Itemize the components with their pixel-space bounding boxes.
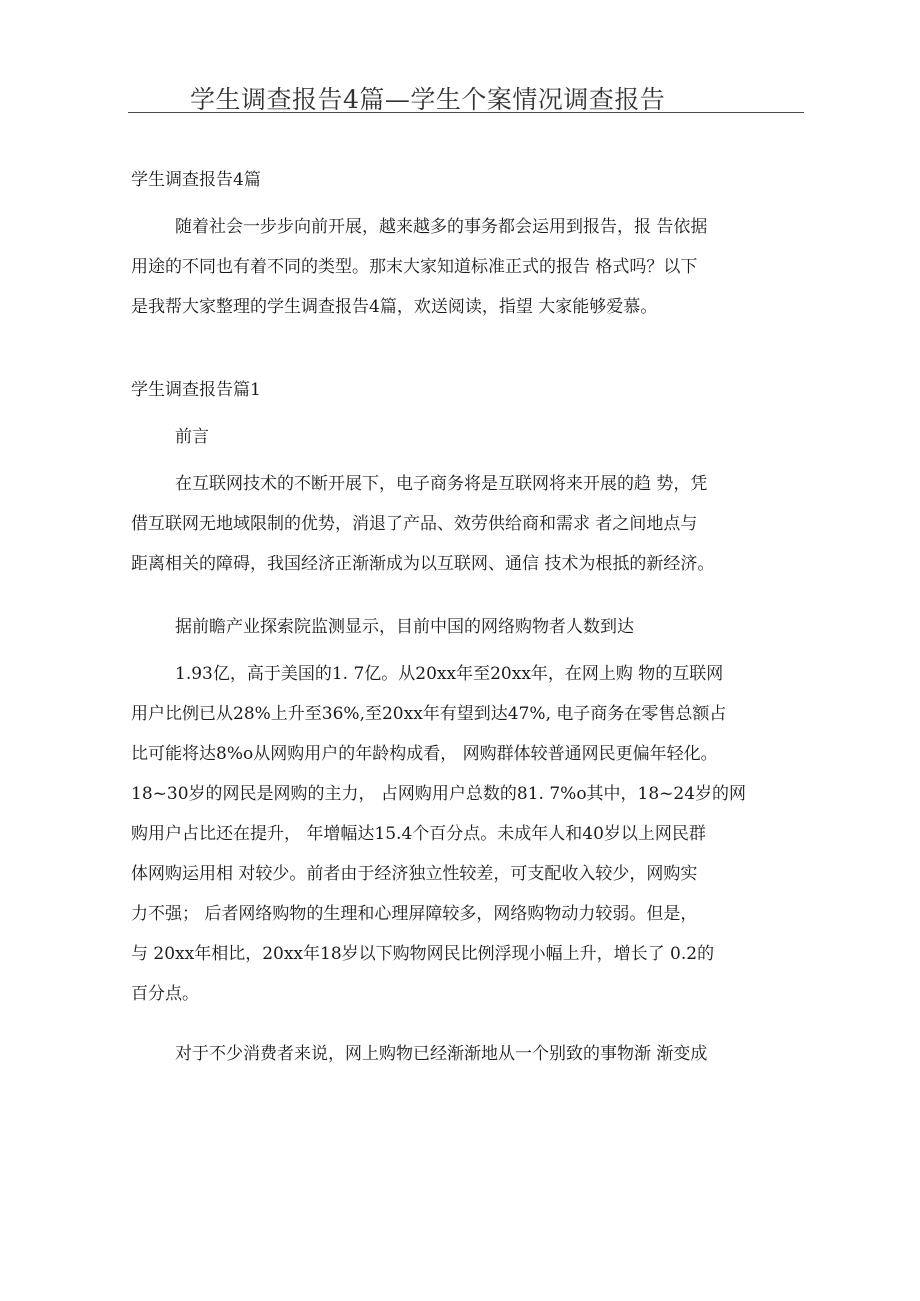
paragraph-line: 18~30岁的网民是网购的主力， 占网购用户总数的81. 7%o其中，18~24岁的网 xyxy=(131,784,747,804)
paragraph-line: 对于不少消费者来说，网上购物已经渐渐地从一个别致的事物渐 渐变成 xyxy=(175,1044,708,1064)
paragraph-line: 距离相关的障碍，我国经济正渐渐成为以互联网、通信 技术为根抵的新经济。 xyxy=(131,554,715,574)
paragraph-line: 比可能将达8%o从网购用户的年龄构成看， 网购群体较普通网民更偏年轻化。 xyxy=(131,744,718,764)
paragraph-line: 借互联网无地域限制的优势，消退了产品、效劳供给商和需求 者之间地点与 xyxy=(131,514,698,534)
section1-heading xyxy=(131,370,811,410)
preface-label-text: 前言 xyxy=(175,427,209,447)
paragraph-line: 1.93亿，高于美国的1. 7亿。从20xx年至20xx年，在网上购 物的互联网 xyxy=(175,664,724,684)
intro-line: 用途的不同也有着不同的类型。那末大家知道标准正式的报告 格式吗？以下 xyxy=(131,257,698,277)
intro-heading xyxy=(131,160,811,200)
document-title: 学生调查报告4篇—学生个案情况调查报告 xyxy=(190,85,666,114)
intro-line: 随着社会一步步向前开展，越来越多的事务都会运用到报告，报 告依据 xyxy=(175,217,708,237)
paragraph-4 xyxy=(131,1034,811,1074)
paragraph-line: 百分点。 xyxy=(131,984,199,1004)
paragraph-2 xyxy=(131,607,811,647)
paragraph-3 xyxy=(131,654,811,1014)
intro-paragraph xyxy=(131,207,811,327)
paragraph-line: 体网购运用相 对较少。前者由于经济独立性较差，可支配收入较少，网购实 xyxy=(131,864,698,884)
preface-label xyxy=(131,417,811,457)
intro-line: 是我帮大家整理的学生调查报告4篇，欢送阅读，指望 大家能够爱慕。 xyxy=(131,297,658,317)
paragraph-1 xyxy=(131,464,811,584)
paragraph-line: 力不强； 后者网络购物的生理和心理屏障较多，网络购物动力较弱。但是， xyxy=(131,904,698,924)
title-underline xyxy=(128,112,804,113)
paragraph-line: 在互联网技术的不断开展下，电子商务将是互联网将来开展的趋 势，凭 xyxy=(175,474,708,494)
section1-heading-text: 学生调查报告篇1 xyxy=(131,380,261,400)
paragraph-line: 与 20xx年相比，20xx年18岁以下购物网民比例浮现小幅上升，增长了 0.2的 xyxy=(131,944,715,964)
paragraph-line: 用户比例已从28%上升至36%,至20xx年有望到达47%, 电子商务在零售总额占 xyxy=(131,704,727,724)
paragraph-line: 据前瞻产业探索院监测显示，目前中国的网络购物者人数到达 xyxy=(175,617,634,637)
intro-heading-text: 学生调查报告4篇 xyxy=(131,170,261,190)
paragraph-line: 购用户占比还在提升， 年增幅达15.4个百分点。未成年人和40岁以上网民群 xyxy=(131,824,706,844)
